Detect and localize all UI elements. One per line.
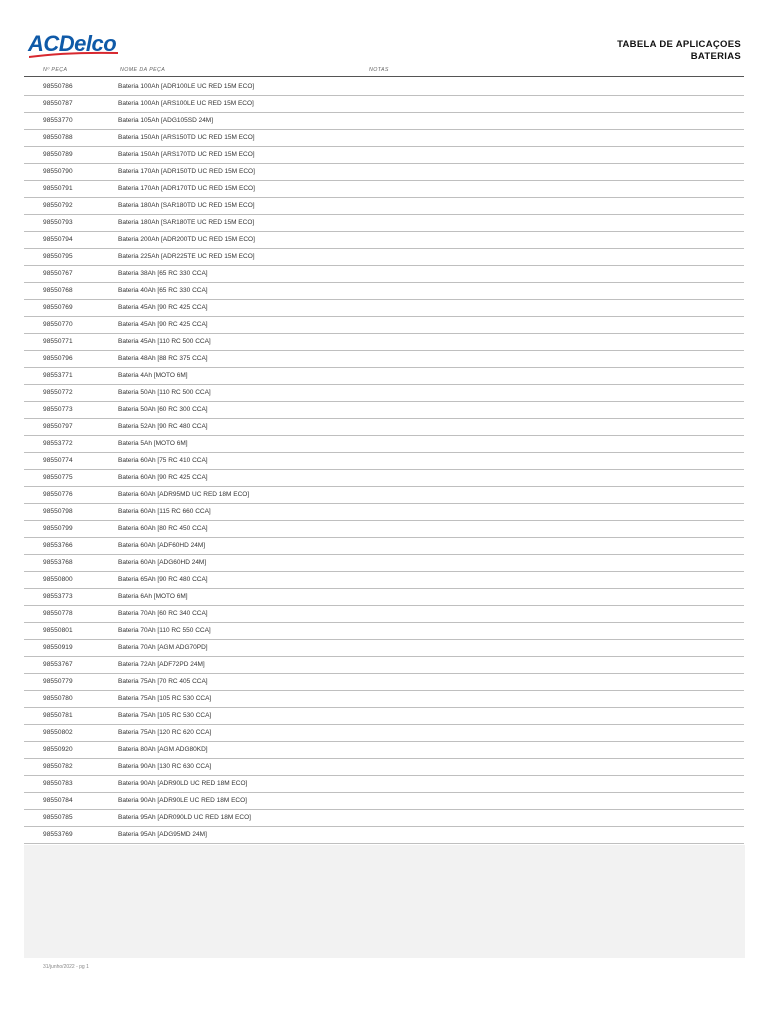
part-name-cell: Bateria 180Ah [SAR180TD UC RED 15M ECO] (118, 202, 255, 209)
part-name-cell: Bateria 52Ah [90 RC 480 CCA] (118, 423, 208, 430)
part-name-cell: Bateria 60Ah [ADF60HD 24M] (118, 542, 206, 549)
part-name-cell: Bateria 6Ah [MOTO 6M] (118, 593, 188, 600)
table-row (24, 538, 744, 555)
part-name-cell: Bateria 70Ah [60 RC 340 CCA] (118, 610, 208, 617)
part-name-cell: Bateria 70Ah [AGM ADG70PD] (118, 644, 208, 651)
part-name-cell: Bateria 40Ah [65 RC 330 CCA] (118, 287, 208, 294)
part-name-cell: Bateria 170Ah [ADR170TD UC RED 15M ECO] (118, 185, 255, 192)
table-row (24, 232, 744, 249)
table-row (24, 351, 744, 368)
part-name-cell: Bateria 105Ah [ADG105SD 24M] (118, 117, 214, 124)
part-number-cell: 98553770 (43, 117, 73, 124)
part-name-cell: Bateria 75Ah [105 RC 530 CCA] (118, 712, 212, 719)
table-row (24, 793, 744, 810)
logo-text: ACDelco (28, 32, 117, 56)
table-row (24, 674, 744, 691)
table-row (24, 453, 744, 470)
part-number-cell: 98550782 (43, 763, 73, 770)
column-header-notes: NOTAS (369, 67, 389, 73)
part-number-cell: 98550781 (43, 712, 73, 719)
table-row (24, 147, 744, 164)
part-name-cell: Bateria 70Ah [110 RC 550 CCA] (118, 627, 211, 634)
table-row (24, 589, 744, 606)
part-number-cell: 98550776 (43, 491, 73, 498)
table-row (24, 572, 744, 589)
table-row (24, 385, 744, 402)
part-name-cell: Bateria 45Ah [90 RC 425 CCA] (118, 321, 208, 328)
part-number-cell: 98553767 (43, 661, 73, 668)
table-row (24, 402, 744, 419)
part-number-cell: 98550919 (43, 644, 73, 651)
table-row (24, 181, 744, 198)
page-title: TABELA DE APLICAÇOES (617, 39, 741, 50)
part-name-cell: Bateria 72Ah [ADF72PD 24M] (118, 661, 205, 668)
part-number-cell: 98550802 (43, 729, 73, 736)
part-name-cell: Bateria 75Ah [70 RC 405 CCA] (118, 678, 208, 685)
table-row (24, 215, 744, 232)
part-name-cell: Bateria 65Ah [90 RC 480 CCA] (118, 576, 208, 583)
table-row (24, 470, 744, 487)
table-row (24, 657, 744, 674)
part-number-cell: 98550772 (43, 389, 73, 396)
part-name-cell: Bateria 50Ah [110 RC 500 CCA] (118, 389, 211, 396)
part-number-cell: 98550778 (43, 610, 73, 617)
part-name-cell: Bateria 75Ah [105 RC 530 CCA] (118, 695, 212, 702)
part-number-cell: 98550796 (43, 355, 73, 362)
part-number-cell: 98550769 (43, 304, 73, 311)
empty-area (24, 845, 745, 958)
table-row (24, 487, 744, 504)
part-number-cell: 98550779 (43, 678, 73, 685)
table-row (24, 776, 744, 793)
part-name-cell: Bateria 4Ah [MOTO 6M] (118, 372, 188, 379)
table-row (24, 810, 744, 827)
part-number-cell: 98550797 (43, 423, 73, 430)
part-name-cell: Bateria 200Ah [ADR200TD UC RED 15M ECO] (118, 236, 255, 243)
part-name-cell: Bateria 60Ah [115 RC 660 CCA] (118, 508, 211, 515)
part-name-cell: Bateria 100Ah [ADR100LE UC RED 15M ECO] (118, 83, 255, 90)
table-row (24, 198, 744, 215)
part-name-cell: Bateria 80Ah [AGM ADG80KD] (118, 746, 208, 753)
part-number-cell: 98550771 (43, 338, 73, 345)
part-number-cell: 98550774 (43, 457, 73, 464)
part-name-cell: Bateria 60Ah [80 RC 450 CCA] (118, 525, 208, 532)
page-subtitle: BATERIAS (690, 50, 741, 62)
part-name-cell: Bateria 90Ah [130 RC 630 CCA] (118, 763, 212, 770)
table-row (24, 300, 744, 317)
part-name-cell: Bateria 45Ah [90 RC 425 CCA] (118, 304, 208, 311)
part-name-cell: Bateria 60Ah [90 RC 425 CCA] (118, 474, 208, 481)
table-row (24, 283, 744, 300)
part-name-cell: Bateria 150Ah [ARS170TD UC RED 15M ECO] (118, 151, 255, 158)
table-row (24, 606, 744, 623)
part-number-cell: 98550770 (43, 321, 73, 328)
part-number-cell: 98550783 (43, 780, 73, 787)
table-row (24, 130, 744, 147)
part-number-cell: 98550792 (43, 202, 73, 209)
table-row (24, 759, 744, 776)
part-number-cell: 98550775 (43, 474, 73, 481)
part-number-cell: 98550767 (43, 270, 73, 277)
part-number-cell: 98550787 (43, 100, 73, 107)
table-row (24, 79, 744, 96)
part-number-cell: 98550791 (43, 185, 73, 192)
part-number-cell: 98550785 (43, 814, 73, 821)
part-name-cell: Bateria 48Ah [88 RC 375 CCA] (118, 355, 208, 362)
table-row (24, 555, 744, 572)
part-name-cell: Bateria 90Ah [ADR90LD UC RED 18M ECO] (118, 780, 248, 787)
part-number-cell: 98550920 (43, 746, 73, 753)
table-row (24, 266, 744, 283)
acdelco-logo (26, 32, 152, 60)
part-number-cell: 98550795 (43, 253, 73, 260)
part-number-cell: 98550789 (43, 151, 73, 158)
table-row (24, 521, 744, 538)
part-number-cell: 98550790 (43, 168, 73, 175)
table-row (24, 334, 744, 351)
table-row (24, 113, 744, 130)
part-number-cell: 98550799 (43, 525, 73, 532)
part-number-cell: 98550800 (43, 576, 73, 583)
part-name-cell: Bateria 60Ah [ADG60HD 24M] (118, 559, 207, 566)
table-header (24, 65, 744, 77)
part-name-cell: Bateria 95Ah [ADR090LD UC RED 18M ECO] (118, 814, 251, 821)
table-row (24, 164, 744, 181)
part-name-cell: Bateria 75Ah [120 RC 620 CCA] (118, 729, 212, 736)
part-number-cell: 98553769 (43, 831, 73, 838)
part-number-cell: 98553772 (43, 440, 73, 447)
part-number-cell: 98550768 (43, 287, 73, 294)
part-number-cell: 98550801 (43, 627, 73, 634)
table-row (24, 436, 744, 453)
part-name-cell: Bateria 95Ah [ADG95MD 24M] (118, 831, 207, 838)
part-name-cell: Bateria 150Ah [ARS150TD UC RED 15M ECO] (118, 134, 255, 141)
table-row (24, 249, 744, 266)
part-number-cell: 98553773 (43, 593, 73, 600)
part-name-cell: Bateria 60Ah [ADR95MD UC RED 18M ECO] (118, 491, 250, 498)
column-header-part-number: Nº PEÇA (43, 67, 68, 73)
part-name-cell: Bateria 180Ah [SAR180TE UC RED 15M ECO] (118, 219, 255, 226)
part-number-cell: 98550793 (43, 219, 73, 226)
part-name-cell: Bateria 225Ah [ADR225TE UC RED 15M ECO] (118, 253, 255, 260)
part-number-cell: 98553768 (43, 559, 73, 566)
part-number-cell: 98550788 (43, 134, 73, 141)
part-number-cell: 98550786 (43, 83, 73, 90)
part-name-cell: Bateria 170Ah [ADR150TD UC RED 15M ECO] (118, 168, 255, 175)
part-number-cell: 98553766 (43, 542, 73, 549)
page-footer: 31/junho/2022 - pg 1 (43, 964, 89, 970)
table-row (24, 708, 744, 725)
column-header-part-name: NOME DA PEÇA (120, 67, 166, 73)
table-row (24, 640, 744, 657)
parts-table (24, 79, 744, 844)
table-row (24, 317, 744, 334)
part-number-cell: 98550780 (43, 695, 73, 702)
document-title (617, 39, 741, 62)
table-row (24, 504, 744, 521)
page-header (0, 0, 768, 66)
part-number-cell: 98550794 (43, 236, 73, 243)
part-number-cell: 98553771 (43, 372, 73, 379)
part-name-cell: Bateria 38Ah [65 RC 330 CCA] (118, 270, 208, 277)
table-row (24, 691, 744, 708)
table-row (24, 623, 744, 640)
part-name-cell: Bateria 45Ah [110 RC 500 CCA] (118, 338, 211, 345)
table-row (24, 368, 744, 385)
part-name-cell: Bateria 90Ah [ADR90LE UC RED 18M ECO] (118, 797, 247, 804)
part-name-cell: Bateria 5Ah [MOTO 6M] (118, 440, 188, 447)
part-name-cell: Bateria 60Ah [75 RC 410 CCA] (118, 457, 208, 464)
table-row (24, 742, 744, 759)
part-name-cell: Bateria 100Ah [ARS100LE UC RED 15M ECO] (118, 100, 254, 107)
part-name-cell: Bateria 50Ah [60 RC 300 CCA] (118, 406, 208, 413)
part-number-cell: 98550784 (43, 797, 73, 804)
table-row (24, 96, 744, 113)
table-row (24, 827, 744, 844)
part-number-cell: 98550773 (43, 406, 73, 413)
part-number-cell: 98550798 (43, 508, 73, 515)
table-row (24, 725, 744, 742)
table-row (24, 419, 744, 436)
